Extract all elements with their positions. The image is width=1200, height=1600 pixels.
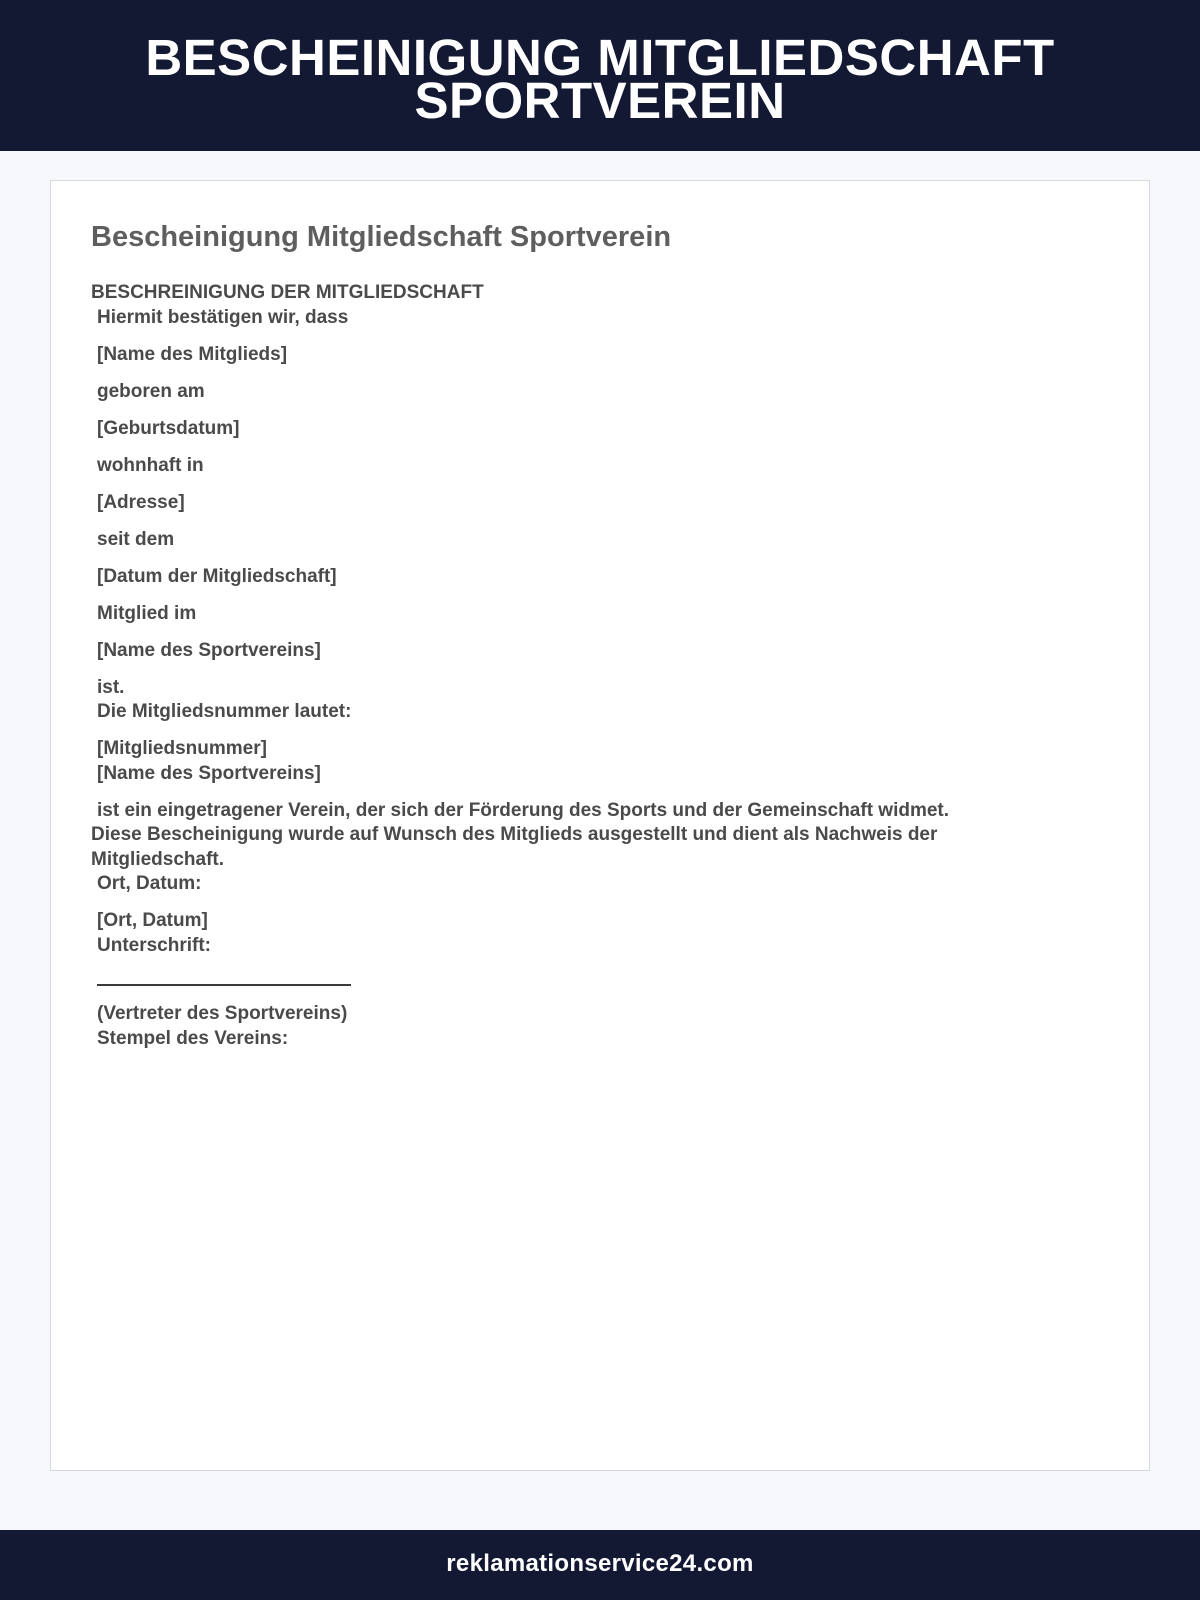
purpose-text: Diese Bescheinigung wurde auf Wunsch des Mitglieds ausgestellt und dient als Nachweis der Mitgliedschaft. — [91, 824, 938, 870]
membership-date-placeholder: [Datum der Mitgliedschaft] — [97, 565, 337, 587]
page-footer — [0, 1530, 1200, 1600]
document-title: Bescheinigung Mitgliedschaft Sportverein — [91, 221, 672, 253]
club-name-placeholder: [Name des Sportvereins] — [97, 639, 321, 661]
page-header — [0, 0, 1200, 151]
place-date-placeholder: [Ort, Datum] — [97, 910, 208, 931]
member-name-placeholder: [Name des Mitglieds] — [97, 343, 288, 365]
page-title — [0, 29, 1200, 129]
residence-label: wohnhaft in — [97, 454, 204, 476]
footer-site-name: reklamationservice24.com — [446, 1550, 754, 1577]
signature-label: Unterschrift: — [97, 934, 212, 956]
born-label: geboren am — [97, 380, 205, 402]
page-title-line-1: BESCHEINIGUNG MITGLIEDSCHAFT — [145, 29, 1055, 86]
stamp-label: Stempel des Vereins: — [97, 1027, 289, 1049]
intro-text: Hiermit bestätigen wir, dass — [97, 306, 349, 328]
club-description: ist ein eingetragener Verein, der sich der Förderung des Sports und der Gemeinschaft widmet. — [97, 799, 950, 821]
page-title-line-2: SPORTVEREIN — [414, 72, 786, 129]
document-heading: BESCHREINIGUNG DER MITGLIEDSCHAFT — [91, 282, 484, 303]
document-card — [50, 180, 1150, 1471]
since-label: seit dem — [97, 528, 175, 550]
birth-date-placeholder: [Geburtsdatum] — [97, 417, 240, 439]
is-label: ist. — [97, 676, 125, 698]
membership-number-placeholder: [Mitgliedsnummer] — [97, 738, 267, 759]
signature-line — [97, 984, 351, 986]
member-in-label: Mitglied im — [97, 602, 197, 624]
club-name-placeholder-2: [Name des Sportvereins] — [97, 762, 321, 784]
place-date-label: Ort, Datum: — [97, 873, 202, 894]
address-placeholder: [Adresse] — [97, 491, 185, 513]
representative-label: (Vertreter des Sportvereins) — [97, 1003, 348, 1024]
membership-number-label: Die Mitgliedsnummer lautet: — [97, 701, 352, 722]
document-body — [91, 281, 1051, 1051]
